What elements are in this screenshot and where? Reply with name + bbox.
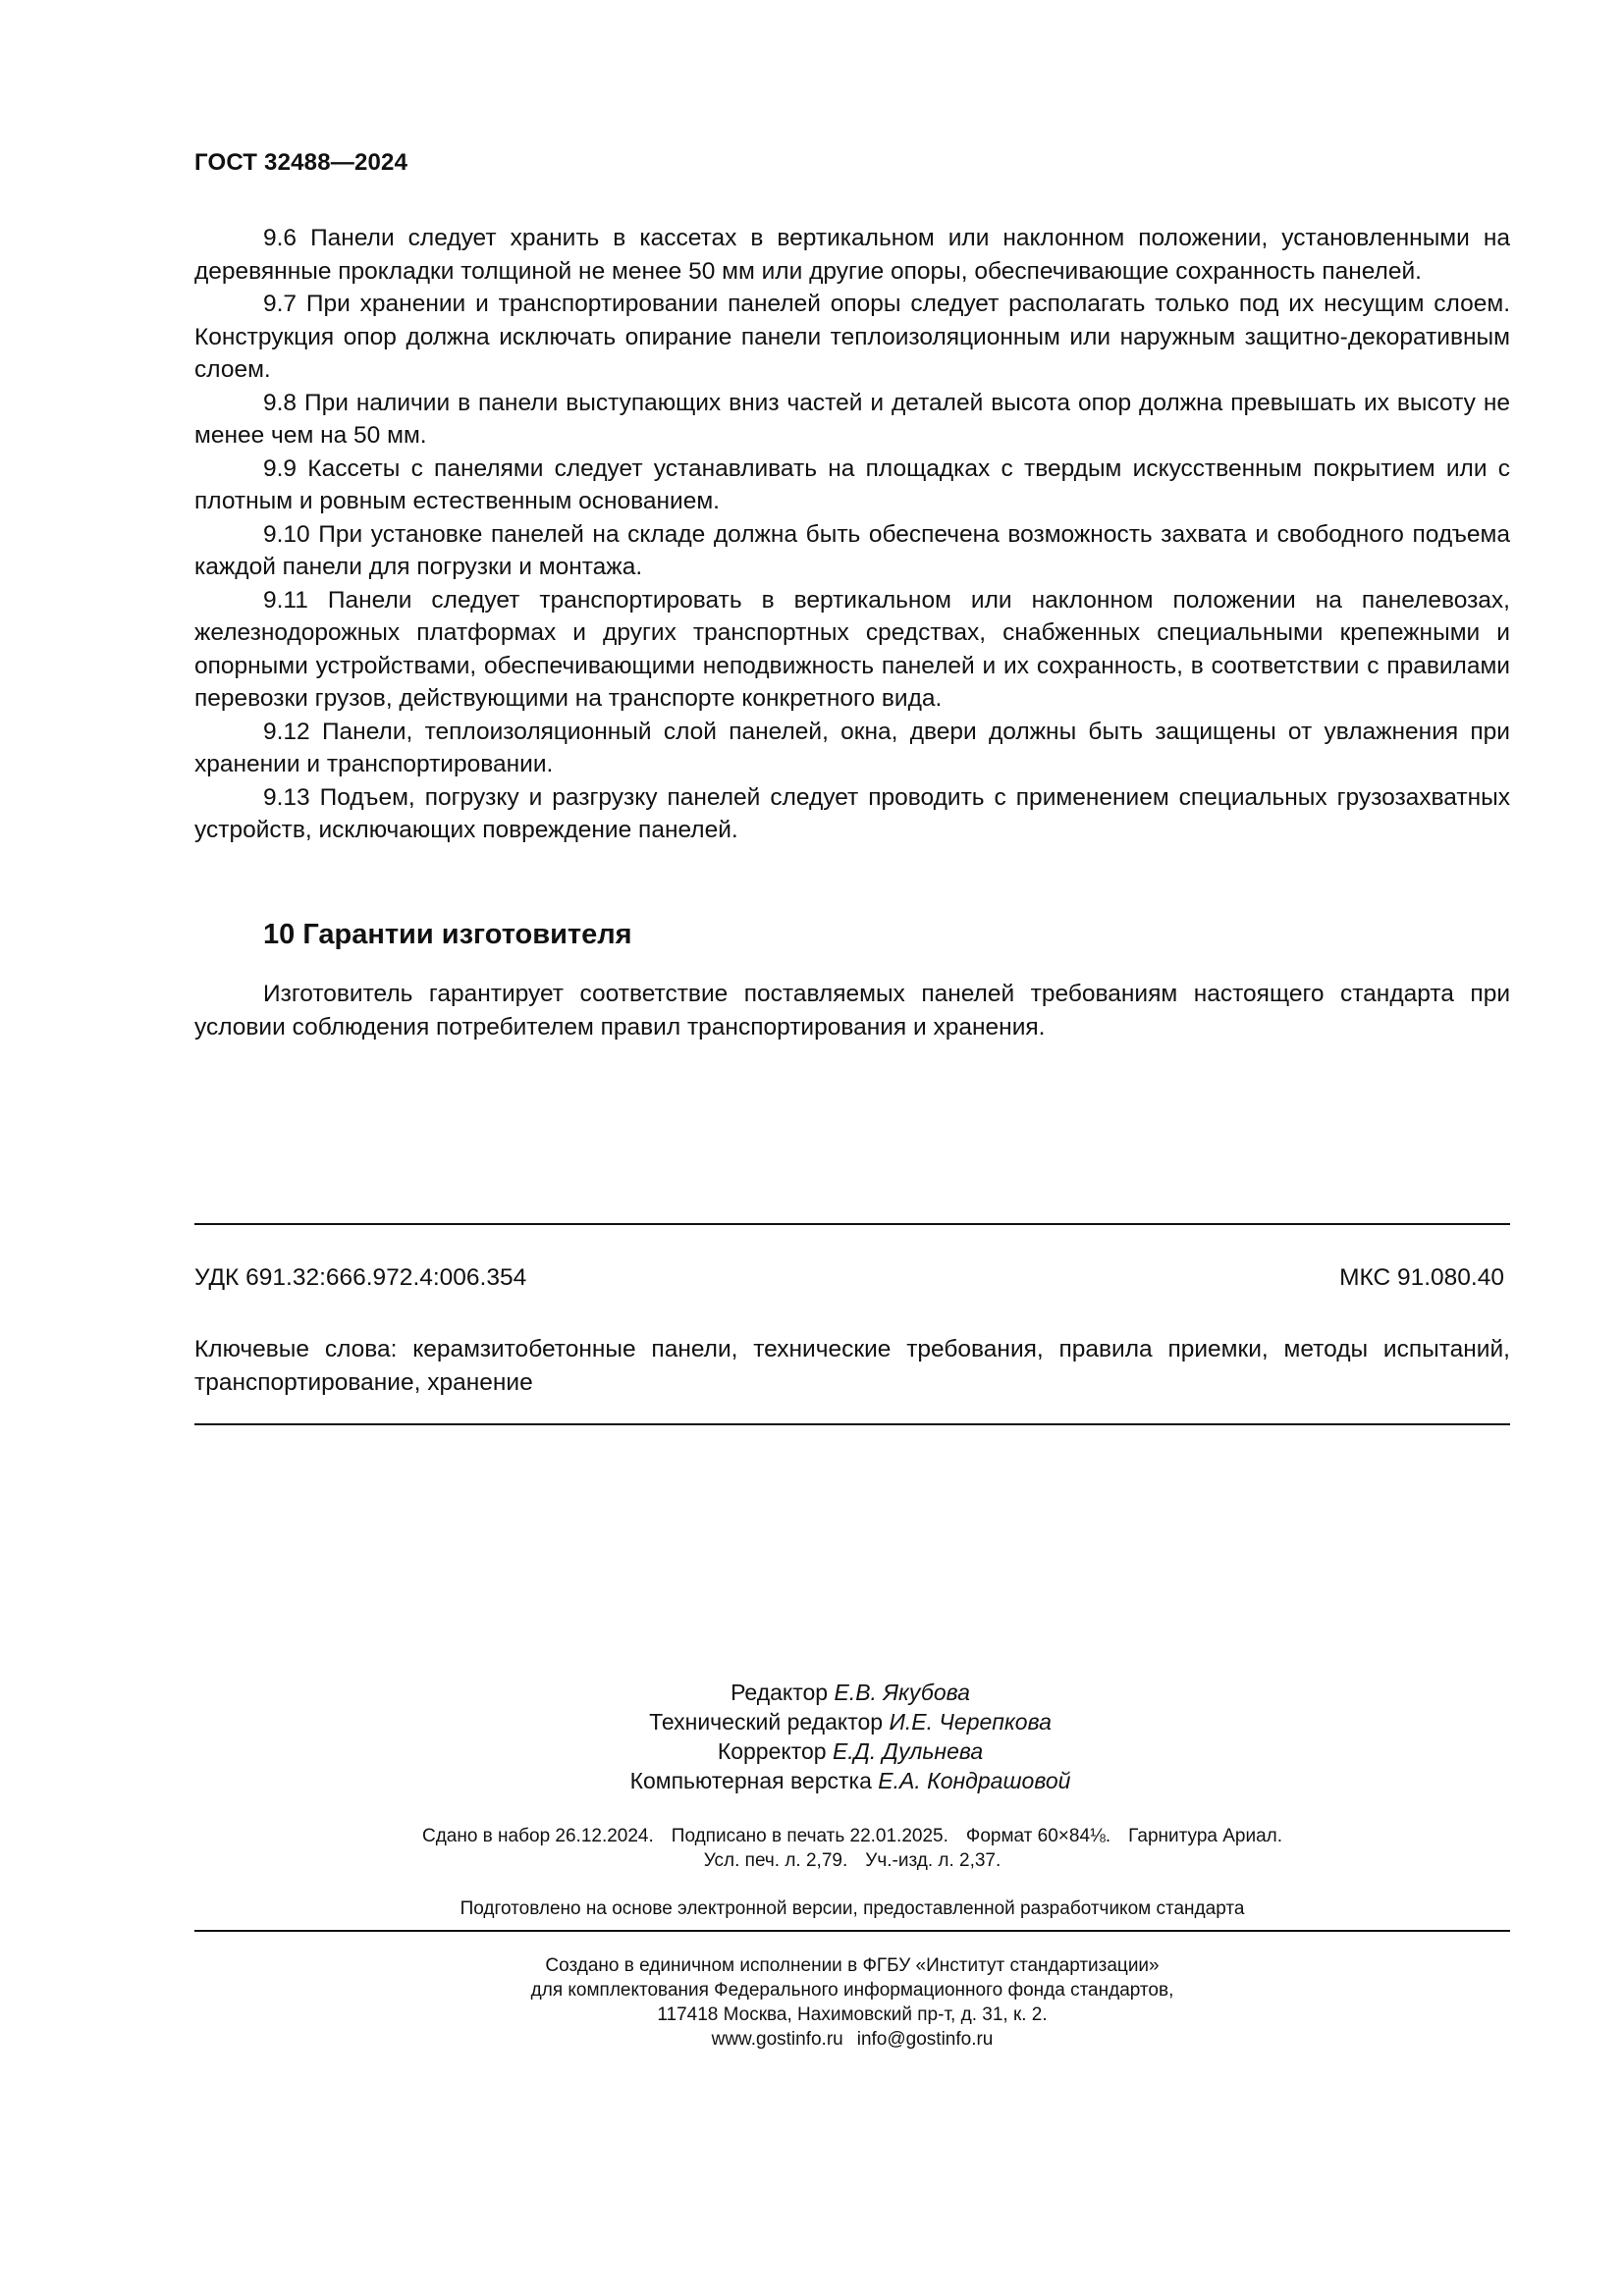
divider-keywords <box>194 1423 1510 1425</box>
paragraph-9-8: 9.8 При наличии в панели выступающих вниз частей и деталей высота опор должна превышать их высоту не менее чем на 50 мм. <box>194 389 1510 449</box>
email-link[interactable]: info@gostinfo.ru <box>856 2029 994 2050</box>
credits-block <box>556 1678 1145 1795</box>
document-code: ГОСТ 32488—2024 <box>194 149 408 176</box>
divider-publisher <box>194 1930 1510 1932</box>
credit-editor: Редактор Е.В. Якубова <box>731 1680 970 1705</box>
credit-layout: Компьютерная верстка Е.А. Кондрашовой <box>629 1768 1071 1793</box>
paragraph-9-9: 9.9 Кассеты с панелями следует устанавливать на площадках с твердым искусственным покрытием или с плотным и ровным естественным основанием. <box>194 454 1510 514</box>
prepared-note: Подготовлено на основе электронной версии, предоставленной разработчиком стандарта <box>460 1898 1245 1919</box>
website-link[interactable]: www.gostinfo.ru <box>711 2029 843 2050</box>
publisher-block <box>194 1953 1510 2052</box>
credit-tech-editor: Технический редактор И.Е. Черепкова <box>649 1709 1052 1735</box>
publisher-contacts <box>194 2027 1510 2052</box>
imprint-line-2: Усл. печ. л. 2,79. Уч.-изд. л. 2,37. <box>703 1850 1001 1871</box>
section-10-body <box>194 978 1510 1043</box>
imprint-details <box>194 1824 1510 1873</box>
keywords: Ключевые слова: керамзитобетонные панели, технические требования, правила приемки, методы испытаний, транспортирование, хранение <box>194 1336 1510 1396</box>
section-9-storage-transport <box>194 222 1510 847</box>
paragraph-9-6: 9.6 Панели следует хранить в кассетах в вертикальном или наклонном положении, установленными на деревянные прокладки толщиной не менее 50 мм или другие опоры, обеспечивающие сохранность панелей. <box>194 225 1510 285</box>
paragraph-9-10: 9.10 При установке панелей на складе должна быть обеспечена возможность захвата и свободного подъема каждой панели для погрузки и монтажа. <box>194 520 1510 580</box>
divider-top <box>194 1223 1510 1225</box>
paragraph-9-12: 9.12 Панели, теплоизоляционный слой панелей, окна, двери должны быть защищены от увлажнения при хранении и транспортировании. <box>194 718 1510 777</box>
paragraph-9-7: 9.7 При хранении и транспортировании панелей опоры следует располагать только под их несущим слоем. Конструкция опор должна исключать опирание панели теплоизоляционным или наружным защитно-декоративным слоем. <box>194 291 1510 383</box>
mks-code: МКС 91.080.40 <box>1339 1264 1504 1291</box>
publisher-line-2: для комплектования Федерального информационного фонда стандартов, <box>530 1980 1174 2001</box>
imprint-line-1: Сдано в набор 26.12.2024. Подписано в печать 22.01.2025. Формат 60×84⅛. Гарнитура Ариал. <box>421 1826 1283 1846</box>
section-10-title: 10 Гарантии изготовителя <box>263 919 632 950</box>
publisher-address: 117418 Москва, Нахимовский пр-т, д. 31, к. 2. <box>657 2004 1048 2025</box>
credit-proofreader: Корректор Е.Д. Дульнева <box>717 1738 984 1764</box>
udk-code: УДК 691.32:666.972.4:006.354 <box>194 1264 527 1291</box>
paragraph-9-11: 9.11 Панели следует транспортировать в вертикальном или наклонном положении на панелевозах, железнодорожных платформах и других транспортных средствах, снабженных специальными крепежными и опорными устройствами, обеспечивающими неподвижность панелей и их сохранность, в соответствии с правилами перевозки грузов, действующими на транспорте конкретного вида. <box>194 586 1510 712</box>
guarantee-paragraph: Изготовитель гарантирует соответствие поставляемых панелей требованиям настоящего стандарта при условии соблюдения потребителем правил транспортирования и хранения. <box>194 981 1510 1041</box>
publisher-line-1: Создано в единичном исполнении в ФГБУ «Институт стандартизации» <box>545 1955 1160 1976</box>
paragraph-9-13: 9.13 Подъем, погрузку и разгрузку панелей следует проводить с применением специальных грузозахватных устройств, исключающих повреждение панелей. <box>194 783 1510 843</box>
